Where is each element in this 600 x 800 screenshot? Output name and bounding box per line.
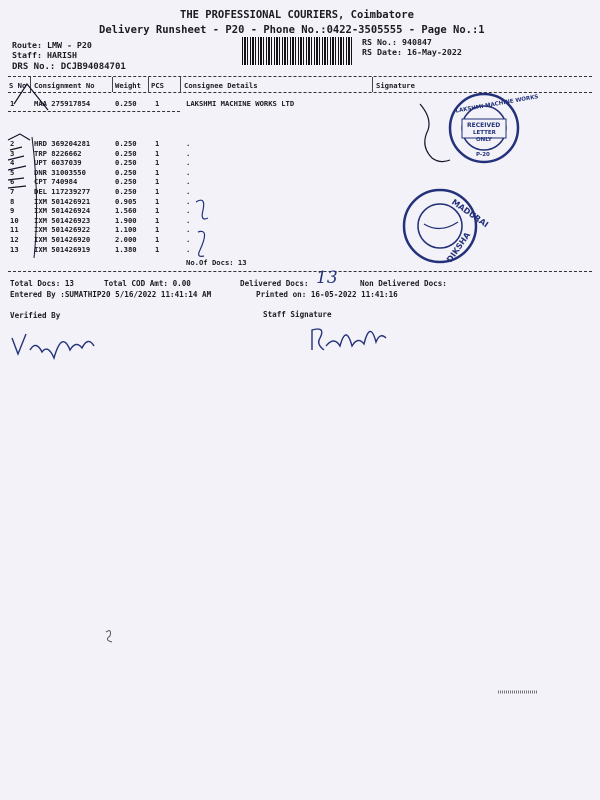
- row-sno: 4: [10, 158, 15, 168]
- route-label: Route: LMW - P20: [12, 40, 92, 50]
- row-consignee: .: [186, 148, 191, 158]
- row-sno: 11: [10, 225, 19, 235]
- row-pcs: 1: [155, 206, 160, 216]
- row-pcs: 1: [155, 225, 160, 235]
- row-sno: 3: [10, 148, 15, 158]
- row-consignment: IXM 501426924: [34, 206, 91, 216]
- row-pcs: 1: [155, 187, 160, 196]
- row-weight: 0.905: [115, 196, 137, 206]
- madurai-stamp: [404, 190, 476, 265]
- signature-scrawl: [196, 200, 208, 256]
- row1-sno: 1: [10, 99, 15, 108]
- row-weight: 0.250: [115, 167, 137, 177]
- company-title: THE PROFESSIONAL COURIERS, Coimbatore: [180, 9, 414, 21]
- row-consignee: .: [186, 244, 191, 254]
- row-pcs: 1: [155, 235, 160, 244]
- header-weight: Weight: [115, 81, 141, 90]
- madurai-stamp-top: MADURAI: [449, 197, 490, 230]
- header-sno: S No: [9, 81, 27, 90]
- stray-mark: [106, 631, 112, 642]
- row-pcs: 1: [155, 158, 160, 168]
- staff-signature-label: Staff Signature: [263, 310, 332, 319]
- row-pcs: 1: [155, 215, 160, 225]
- received-stamp-line3: ONLY: [476, 137, 492, 143]
- row-weight: 2.000: [115, 235, 137, 244]
- row-sno: 12: [10, 235, 19, 244]
- total-docs: Total Docs: 13: [10, 279, 75, 288]
- header-consignment: Consignment No: [34, 81, 95, 90]
- row-consignee: .: [186, 177, 191, 187]
- row-consignment: DEL 117239277: [34, 187, 91, 196]
- row-consignment: UPT 6037039: [34, 158, 82, 168]
- tick-mark: [8, 134, 30, 188]
- no-of-docs: No.Of Docs: 13: [186, 258, 247, 267]
- drs-number: DRS No.: DCJB94084701: [12, 62, 126, 72]
- row-weight: 1.560: [115, 206, 137, 216]
- row-consignee: .: [186, 206, 191, 216]
- row-pcs: 1: [155, 167, 160, 177]
- row-sno: 9: [10, 206, 15, 216]
- row-pcs: 1: [155, 244, 160, 254]
- rs-number: RS No.: 940847: [362, 37, 432, 47]
- row-consignee: .: [186, 215, 191, 225]
- row1-consignee: LAKSHMI MACHINE WORKS LTD: [186, 99, 295, 108]
- rs-date: RS Date: 16-May-2022: [362, 47, 462, 57]
- row-consignment: TRP 8226662: [34, 148, 82, 158]
- row-sno: 8: [10, 196, 15, 206]
- row-weight: 1.900: [115, 215, 137, 225]
- row-weight: 0.250: [115, 139, 137, 148]
- row-consignment: HRD 369204281: [34, 139, 91, 148]
- row-pcs: 1: [155, 139, 160, 148]
- row-pcs: 1: [155, 196, 160, 206]
- row-sno: 2: [10, 139, 15, 148]
- row-consignment: CPT 740984: [34, 177, 78, 187]
- row-sno: 5: [10, 167, 15, 177]
- madurai-stamp-bottom: DIKSHA: [445, 230, 473, 265]
- staff-label: Staff: HARISH: [12, 50, 77, 60]
- row-consignee: .: [186, 235, 191, 244]
- received-stamp-line2: LETTER: [473, 130, 496, 136]
- row-consignment: IXM 501426921: [34, 196, 91, 206]
- received-stamp-top: LAKSHMI MACHINE WORKS: [455, 94, 539, 115]
- signature-scrawl: [420, 104, 450, 162]
- row-weight: 0.250: [115, 158, 137, 168]
- entered-by: Entered By :SUMATHIP20 5/16/2022 11:41:14 AM: [10, 290, 212, 299]
- row-consignment: IXM 501426920: [34, 235, 91, 244]
- row-sno: 10: [10, 215, 19, 225]
- printed-on: Printed on: 16-05-2022 11:41:16: [256, 290, 398, 299]
- row-weight: 1.380: [115, 244, 137, 254]
- header-signature: Signature: [376, 81, 415, 90]
- row-consignee: .: [186, 196, 191, 206]
- staff-signature: [312, 329, 386, 350]
- row-pcs: 1: [155, 148, 160, 158]
- runsheet-subtitle: Delivery Runsheet - P20 - Phone No.:0422-3505555 - Page No.:1: [99, 24, 485, 36]
- row-sno: 6: [10, 177, 15, 187]
- delivered-count-handwritten: 13: [316, 268, 338, 288]
- non-delivered-docs: Non Delivered Docs:: [360, 279, 447, 288]
- row-consignee: .: [186, 225, 191, 235]
- delivered-docs: Delivered Docs:: [240, 279, 309, 288]
- header-pcs: PCS: [151, 81, 164, 90]
- row-consignee: .: [186, 158, 191, 168]
- row-sno: 7: [10, 187, 15, 196]
- row-consignment: IXM 501426919: [34, 244, 91, 254]
- total-cod: Total COD Amt: 0.00: [104, 279, 191, 288]
- row-weight: 0.250: [115, 177, 137, 187]
- header-consignee: Consignee Details: [184, 81, 258, 90]
- tick-mark: [14, 84, 48, 110]
- verified-signature: [12, 334, 94, 358]
- row-consignment: IXM 501426922: [34, 225, 91, 235]
- row-consignment: IXM 501426923: [34, 215, 91, 225]
- row1-weight: 0.250: [115, 99, 137, 108]
- received-stamp-bottom: P-20: [476, 152, 490, 158]
- row-consignee: .: [186, 187, 191, 196]
- row-weight: 1.100: [115, 225, 137, 235]
- row-weight: 0.250: [115, 148, 137, 158]
- row-sno: 13: [10, 244, 19, 254]
- row-consignee: .: [186, 139, 191, 148]
- bracket-mark: [32, 137, 37, 258]
- received-stamp-line1: RECEIVED: [467, 122, 501, 129]
- row-weight: 0.250: [115, 187, 137, 196]
- row-consignee: .: [186, 167, 191, 177]
- verified-by-label: Verified By: [10, 311, 61, 320]
- row-consignment: DNR 31003550: [34, 167, 86, 177]
- row1-consignment: MAA 275917854: [34, 99, 91, 108]
- row1-pcs: 1: [155, 99, 160, 108]
- row-pcs: 1: [155, 177, 160, 187]
